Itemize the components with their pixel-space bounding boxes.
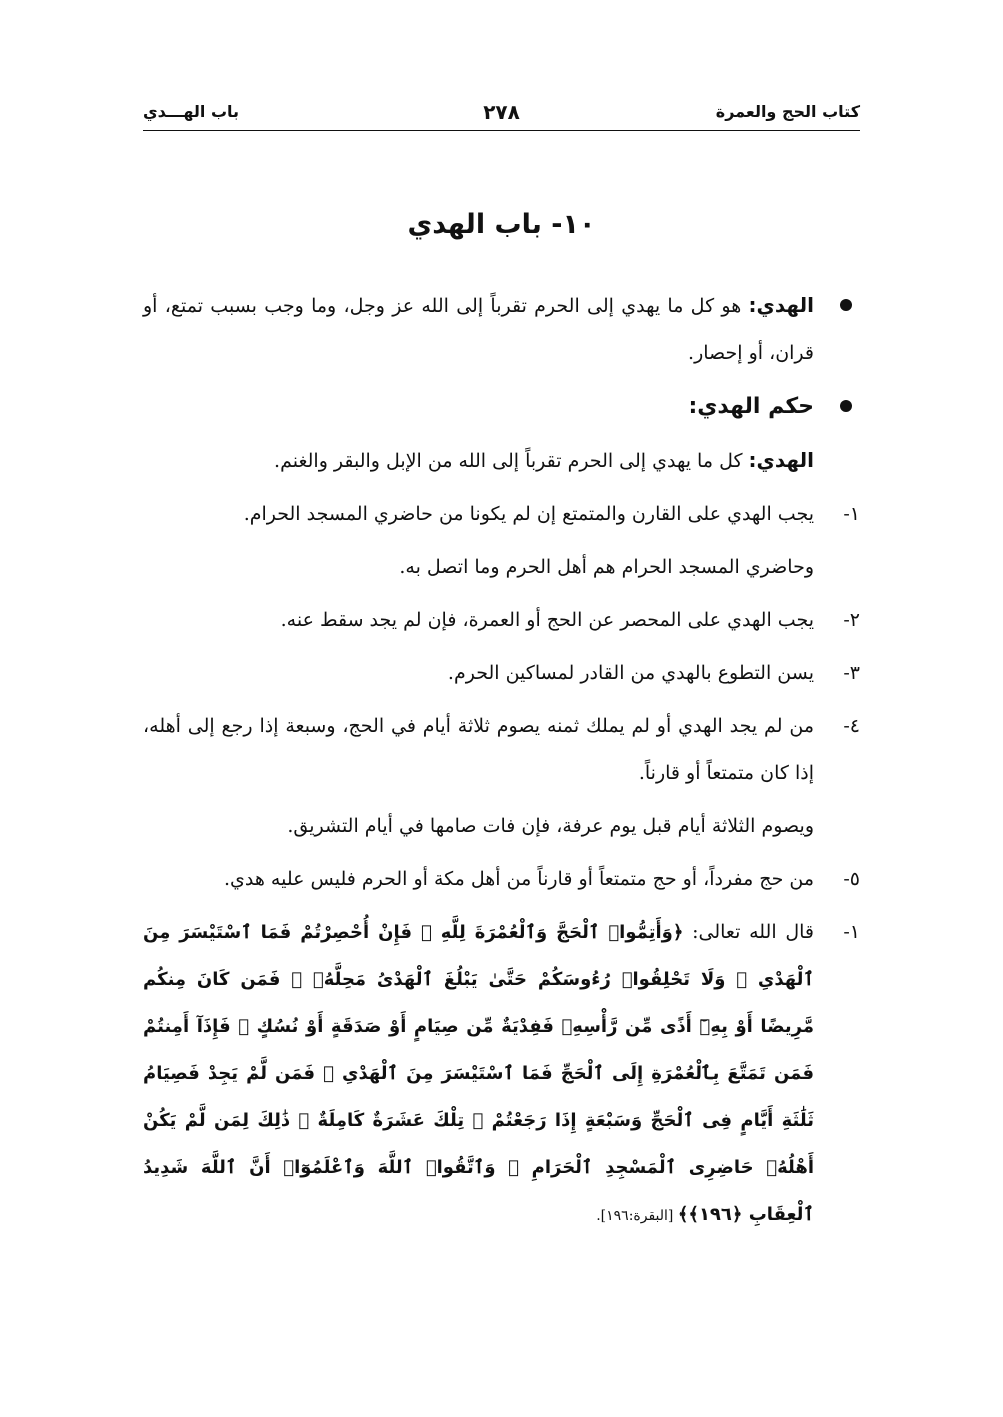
ruling-intro bbox=[143, 437, 860, 485]
page-number: ٢٧٨ bbox=[483, 100, 520, 124]
item-number: ٣- bbox=[843, 662, 860, 684]
main-content bbox=[143, 282, 860, 1240]
item-number: ٥- bbox=[843, 868, 860, 890]
item-text: من لم يجد الهدي أو لم يملك ثمنه يصوم ثلاثة أيام في الحج، وسبعة إذا رجع إلى أهله، إذا كان متمتعاً أو قارناً. bbox=[143, 715, 814, 784]
bullet-icon bbox=[840, 299, 852, 311]
ruling-heading: حكم الهدي: bbox=[688, 394, 814, 419]
header-chapter-title: باب الهـــدي bbox=[143, 102, 240, 121]
evidence-intro: قال الله تعالى: bbox=[683, 921, 815, 943]
list-item bbox=[143, 703, 860, 797]
quran-verse: ﴿وَأَتِمُّوا۟ ٱلْحَجَّ وَٱلْعُمْرَةَ لِلَّهِ ۚ فَإِنْ أُحْصِرْتُمْ فَمَا ٱسْتَيْسَرَ مِنَ ٱلْهَدْىِ ۖ وَلَا تَحْلِقُوا۟ رُءُوسَكُمْ حَتَّىٰ يَبْلُغَ ٱلْهَدْىُ مَحِلَّهُۥ ۚ فَمَن كَانَ مِنكُم مَّرِيضًا أَوْ بِهِۦٓ أَذًى مِّن رَّأْسِهِۦ فَفِدْيَةٌ مِّن صِيَامٍ أَوْ صَدَقَةٍ أَوْ نُسُكٍ ۚ فَإِذَآ أَمِنتُمْ فَمَن تَمَتَّعَ بِٱلْعُمْرَةِ إِلَى ٱلْحَجِّ فَمَا ٱسْتَيْسَرَ مِنَ ٱلْهَدْىِ ۚ فَمَن لَّمْ يَجِدْ فَصِيَامُ ثَلَٰثَةِ أَيَّامٍ فِى ٱلْحَجِّ وَسَبْعَةٍ إِذَا رَجَعْتُمْ ۗ تِلْكَ عَشَرَةٌ كَامِلَةٌ ۗ ذَٰلِكَ لِمَن لَّمْ يَكُنْ أَهْلُهُۥ حَاضِرِى ٱلْمَسْجِدِ ٱلْحَرَامِ ۚ وَٱتَّقُوا۟ ٱللَّهَ وَٱعْلَمُوٓا۟ أَنَّ ٱللَّهَ شَدِيدُ ٱلْعِقَابِ ﴿١٩٦﴾﴾ bbox=[143, 922, 814, 1225]
definition-paragraph bbox=[143, 282, 860, 377]
list-item bbox=[143, 491, 860, 538]
ruling-intro-term: الهدي: bbox=[748, 448, 814, 472]
definition-text: هو كل ما يهدي إلى الحرم تقرباً إلى الله عز وجل، وما وجب بسبب تمتع، أو قران، أو إحصار. bbox=[143, 295, 814, 364]
verse-reference: [البقرة:١٩٦]. bbox=[596, 1208, 678, 1224]
item-text: يجب الهدي على المحصر عن الحج أو العمرة، فإن لم يجد سقط عنه. bbox=[280, 609, 814, 631]
item-number: ١- bbox=[843, 503, 860, 525]
ruling-heading-paragraph bbox=[143, 383, 860, 431]
definition-term: الهدي: bbox=[748, 293, 814, 317]
ruling-intro-text: كل ما يهدي إلى الحرم تقرباً إلى الله من الإبل والبقر والغنم. bbox=[274, 450, 749, 472]
item-number: ٢- bbox=[843, 609, 860, 631]
bullet-icon bbox=[840, 400, 852, 412]
header-divider bbox=[143, 130, 860, 131]
item-text: من حج مفرداً، أو حج متمتعاً أو قارناً من أهل مكة أو الحرم فليس عليه هدي. bbox=[223, 868, 814, 890]
running-header bbox=[143, 98, 860, 132]
evidence-number: ١- bbox=[843, 921, 860, 943]
list-item bbox=[143, 856, 860, 903]
item-note: وحاضري المسجد الحرام هم أهل الحرم وما اتصل به. bbox=[399, 556, 814, 578]
header-book-title: كتاب الحج والعمرة bbox=[715, 102, 860, 121]
item-text: يجب الهدي على القارن والمتمتع إن لم يكونا من حاضري المسجد الحرام. bbox=[243, 503, 814, 525]
item-number: ٤- bbox=[843, 715, 860, 737]
list-item bbox=[143, 650, 860, 697]
item-note: ويصوم الثلاثة أيام قبل يوم عرفة، فإن فات صامها في أيام التشريق. bbox=[287, 815, 814, 837]
item-text: يسن التطوع بالهدي من القادر لمساكين الحرم. bbox=[447, 662, 814, 684]
evidence-paragraph bbox=[143, 909, 860, 1240]
list-item bbox=[143, 597, 860, 644]
chapter-title: ١٠- باب الهدي bbox=[407, 209, 596, 240]
